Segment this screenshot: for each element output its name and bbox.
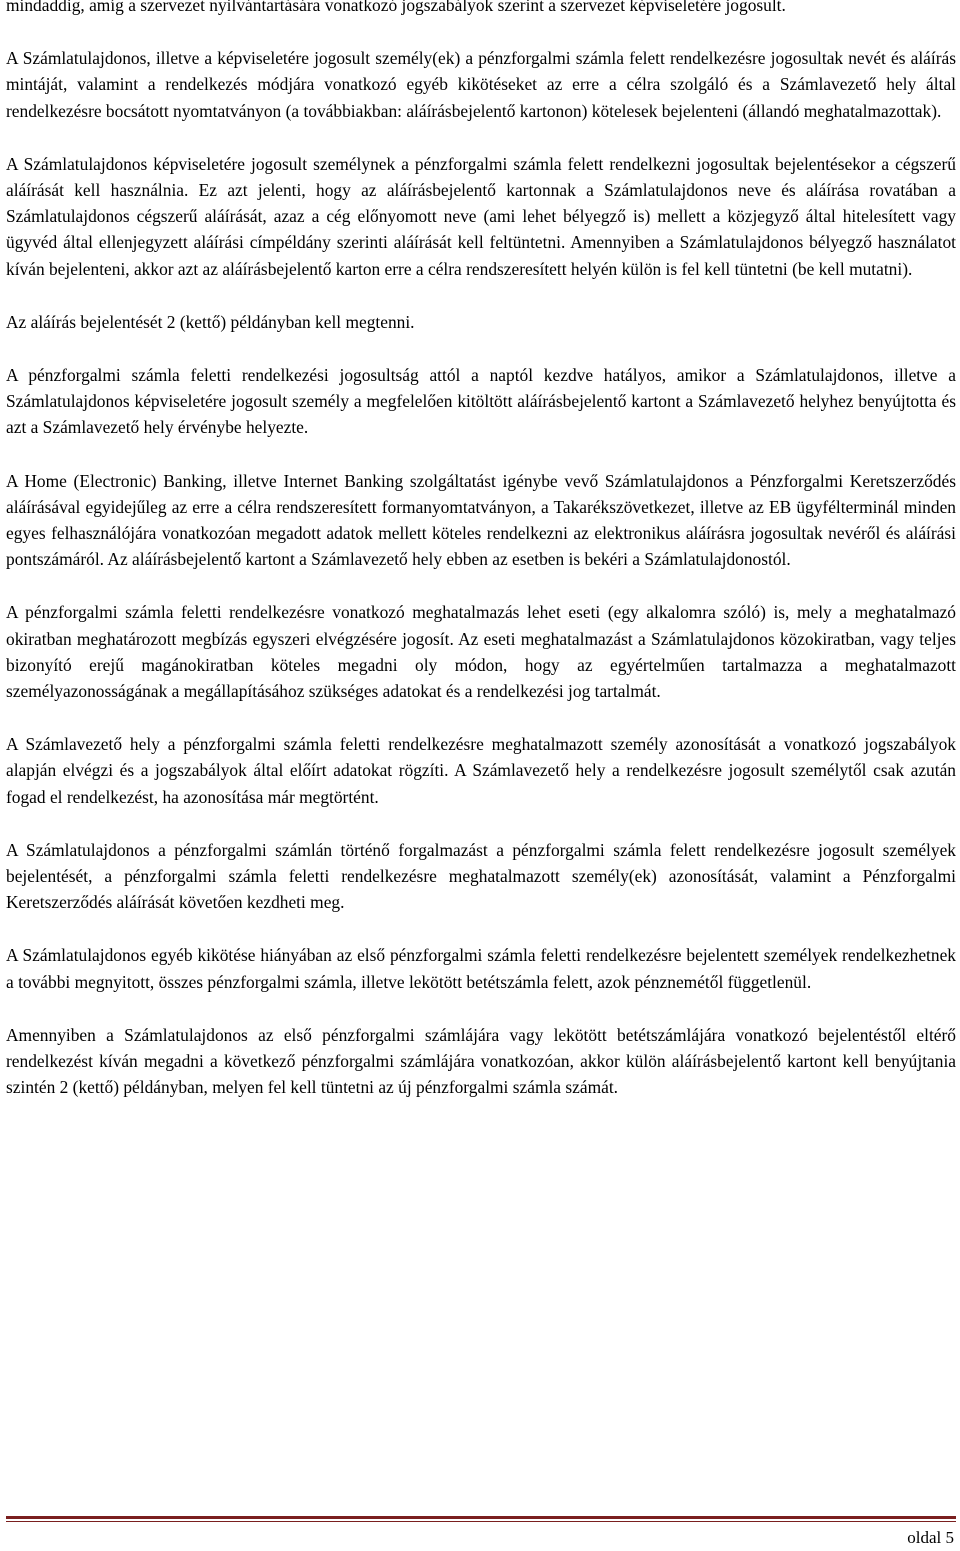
document-page xyxy=(6,0,956,1128)
paragraph-4: Az aláírás bejelentését 2 (kettő) példányban kell megtenni. xyxy=(6,311,415,332)
paragraph-7: A pénzforgalmi számla feletti rendelkezésre vonatkozó meghatalmazás lehet eseti (egy alkalomra szóló) is, mely a meghatalmazó okiratban meghatározott megbízás egyszeri elvégzésére jogosít. Az eseti meghatalmazást a Számlatulajdonos közokiratban, vagy teljes bizonyító erejű magánokiratban köteles megadni oly módon, hogy az egyértelműen tartalmazza a meghatalmazott személyazonosságának a megállapításához szükséges adatokat és a rendelkezési jog tartalmát. xyxy=(6,602,956,702)
footer-rule xyxy=(6,1516,956,1519)
paragraph-11: Amennyiben a Számlatulajdonos az első pénzforgalmi számlájára vagy lekötött betétszámlájára vonatkozó bejelentéstől eltérő rendelkezést kíván megadni a következő pénzforgalmi számlájára vonatkozóan, akkor külön aláírásbejelentő kartont kell benyújtania szintén 2 (kettő) példányban, melyen fel kell tüntetni az új pénzforgalmi számla számát. xyxy=(6,1024,956,1098)
paragraph-3: A Számlatulajdonos képviseletére jogosult személynek a pénzforgalmi számla felett rendelkezni jogosultak bejelentésekor a cégszerű aláírását kell használnia. Ez azt jelenti, hogy az aláírásbejelentő kartonnak a Számlatulajdonos neve és aláírása rovatában a Számlatulajdonos cégszerű aláírását, azaz a cég előnyomott neve (ami lehet bélyegző is) mellett a közjegyző által hitelesített vagy ügyvéd által ellenjegyzett aláírási címpéldány szerinti aláírását kell feltüntetni. Amennyiben a Számlatulajdonos bélyegző használatot kíván bejelenteni, akkor azt az aláírásbejelentő karton erre a célra rendszeresített helyén külön is fel kell tüntetni (be kell mutatni). xyxy=(6,153,956,279)
paragraph-10: A Számlatulajdonos egyéb kikötése hiányában az első pénzforgalmi számla feletti rendelkezésre bejelentett személyek rendelkezhetnek a további megnyitott, összes pénzforgalmi számla, illetve lekötött betétszámla felett, azok pénznemétől függetlenül. xyxy=(6,945,956,992)
footer-rule-thin xyxy=(6,1521,956,1522)
paragraph-9: A Számlatulajdonos a pénzforgalmi számlán történő forgalmazást a pénzforgalmi számla felett rendelkezésre jogosult személyek bejelentését, a pénzforgalmi számla feletti rendelkezésre meghatalmazott személy(ek) azonosítását, valamint a Pénzforgalmi Keretszerződés aláírását követően kezdheti meg. xyxy=(6,839,956,913)
paragraph-2: A Számlatulajdonos, illetve a képviseletére jogosult személy(ek) a pénzforgalmi számla felett rendelkezésre jogosultak nevét és aláírás mintáját, valamint a rendelkezés módjára vonatkozó egyéb kikötéseket az erre a célra szolgáló és a Számlavezető hely által rendelkezésre bocsátott nyomtatványon (a továbbiakban: aláírásbejelentő kartonon) kötelesek bejelenteni (állandó meghatalmazottak). xyxy=(6,48,956,121)
paragraph-6: A Home (Electronic) Banking, illetve Internet Banking szolgáltatást igénybe vevő Számlatulajdonos a Pénzforgalmi Keretszerződés aláírásával egyidejűleg az erre a célra rendszeresített formanyomtatványon, a Takarékszövetkezet, illetve az EB ügyfélterminál minden egyes felhasználójára vonatkozóan megadott adatok mellett köteles rendelkezni az elektronikus aláírásra jogosultak nevéről és aláírási pontszámáról. Az aláírásbejelentő kartont a Számlavezető hely ebben az esetben is bekéri a Számlatulajdonostól. xyxy=(6,470,956,570)
paragraph-8: A Számlavezető hely a pénzforgalmi számla feletti rendelkezésre meghatalmazott személy azonosítását a vonatkozó jogszabályok alapján elvégzi és a jogszabályok által előírt adatokat rögzíti. A Számlavezető hely a rendelkezésre jogosult személytől csak azután fogad el rendelkezést, ha azonosítása már megtörtént. xyxy=(6,734,956,807)
paragraph-5: A pénzforgalmi számla feletti rendelkezési jogosultság attól a naptól kezdve hatályos, amikor a Számlatulajdonos, illetve a Számlatulajdonos képviseletére jogosult személy a megfelelően kitöltött aláírásbejelentő kartont a Számlavezető helyhez benyújtotta és azt a Számlavezető hely érvénybe helyezte. xyxy=(6,365,956,438)
page-number: oldal 5 xyxy=(907,1528,954,1547)
paragraph-1: mindaddig, amíg a szervezet nyilvántartására vonatkozó jogszabályok szerint a szervezet képviseletére jogosult. xyxy=(6,0,786,15)
